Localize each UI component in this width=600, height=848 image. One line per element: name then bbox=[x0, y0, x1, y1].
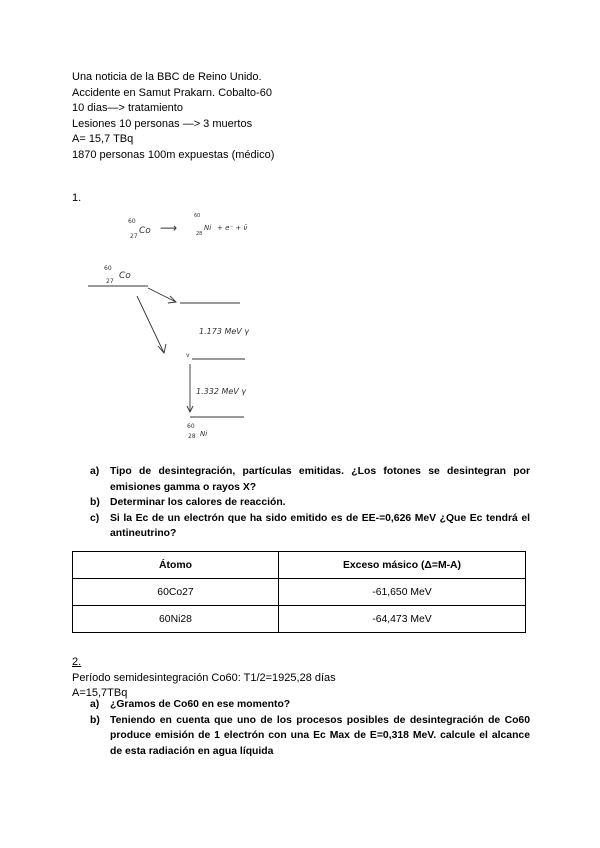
intro-line: Una noticia de la BBC de Reino Unido. bbox=[72, 71, 262, 83]
question-item bbox=[90, 697, 530, 713]
section-2-block bbox=[72, 655, 336, 702]
question-text: Tipo de desintegración, partículas emitidas. ¿Los fotones se desintegran por emisiones gamma o rayos X? bbox=[110, 466, 530, 493]
table-header-cell: Exceso másico (Δ=M-A) bbox=[279, 552, 526, 579]
gamma-2-energy: 1.332 MeV γ bbox=[196, 387, 247, 396]
section-1-questions bbox=[90, 464, 530, 542]
question-item bbox=[90, 511, 530, 542]
question-label: a) bbox=[90, 699, 100, 710]
parent-symbol: Co bbox=[119, 271, 131, 281]
ground-symbol: Ni bbox=[200, 430, 208, 438]
section-2-line: Período semidesintegración Co60: T1/2=1925,28 días bbox=[72, 671, 336, 684]
question-label: a) bbox=[90, 466, 100, 477]
question-text: Si la Ec de un electrón que ha sido emitido es de EE-=0,626 MeV ¿Que Ec tendrá el antineutrino? bbox=[110, 512, 530, 539]
intro-line: A= 15,7 TBq bbox=[72, 133, 134, 146]
table-row bbox=[73, 606, 526, 633]
top-parent-symbol: Co bbox=[139, 226, 151, 236]
top-parent-mass: 60 bbox=[128, 218, 136, 225]
top-reaction bbox=[128, 213, 248, 240]
question-label: c) bbox=[90, 512, 100, 524]
parent-atomic: 27 bbox=[106, 278, 114, 285]
intro-line: 1870 personas 100m expuestas (médico) bbox=[72, 148, 275, 161]
question-label: b) bbox=[90, 714, 100, 726]
ground-mass: 60 bbox=[187, 423, 195, 430]
intro-line: Accidente en Samut Prakarn. Cobalto-60 bbox=[72, 86, 272, 99]
question-item bbox=[90, 495, 530, 511]
top-product-atomic: 28 bbox=[196, 231, 203, 237]
question-item bbox=[90, 464, 530, 495]
question-item bbox=[90, 713, 530, 760]
question-text: Teniendo en cuenta que uno de los procesos posibles de desintegración de Co60 produce emisión de 1 electrón con una Ec Max de E=0,318 MeV. calcule el alcance de esta radiación en agua líquida bbox=[110, 714, 530, 757]
table-cell: 60Ni28 bbox=[73, 606, 279, 633]
top-product-mass: 60 bbox=[194, 213, 201, 219]
top-reaction-arrow: ⟶ bbox=[160, 221, 178, 235]
beta-arrow-long bbox=[137, 296, 164, 353]
table-row bbox=[73, 579, 526, 606]
question-label: b) bbox=[90, 497, 100, 508]
top-parent-atomic: 27 bbox=[130, 233, 138, 240]
section-2-questions bbox=[90, 697, 530, 759]
table-header-cell: Átomo bbox=[73, 552, 279, 579]
question-text: Determinar los calores de reacción. bbox=[110, 497, 286, 508]
parent-mass: 60 bbox=[104, 265, 112, 272]
section-2-number: 2. bbox=[72, 656, 82, 668]
top-reaction-rest: + e⁻ + ν̄ bbox=[217, 224, 248, 232]
level-tick-mark: v bbox=[186, 352, 190, 359]
beta-arrow-short bbox=[148, 288, 176, 302]
intro-line: Lesiones 10 personas —> 3 muertos bbox=[72, 117, 253, 130]
mass-excess-table bbox=[72, 551, 526, 633]
table-cell: 60Co27 bbox=[73, 579, 279, 606]
section-1-number: 1. bbox=[72, 192, 82, 204]
section-2-line: A=15,7TBq bbox=[72, 687, 128, 700]
table-cell: -64,473 MeV bbox=[279, 606, 526, 633]
ground-atomic: 28 bbox=[188, 433, 196, 440]
table-cell: -61,650 MeV bbox=[279, 579, 526, 606]
table-header-row bbox=[73, 552, 526, 579]
question-text: ¿Gramos de Co60 en ese momento? bbox=[110, 699, 291, 710]
gamma-1-energy: 1.173 MeV γ bbox=[199, 327, 250, 336]
intro-line: 10 dias—> tratamiento bbox=[72, 102, 183, 115]
top-product-symbol: Ni bbox=[204, 224, 212, 232]
